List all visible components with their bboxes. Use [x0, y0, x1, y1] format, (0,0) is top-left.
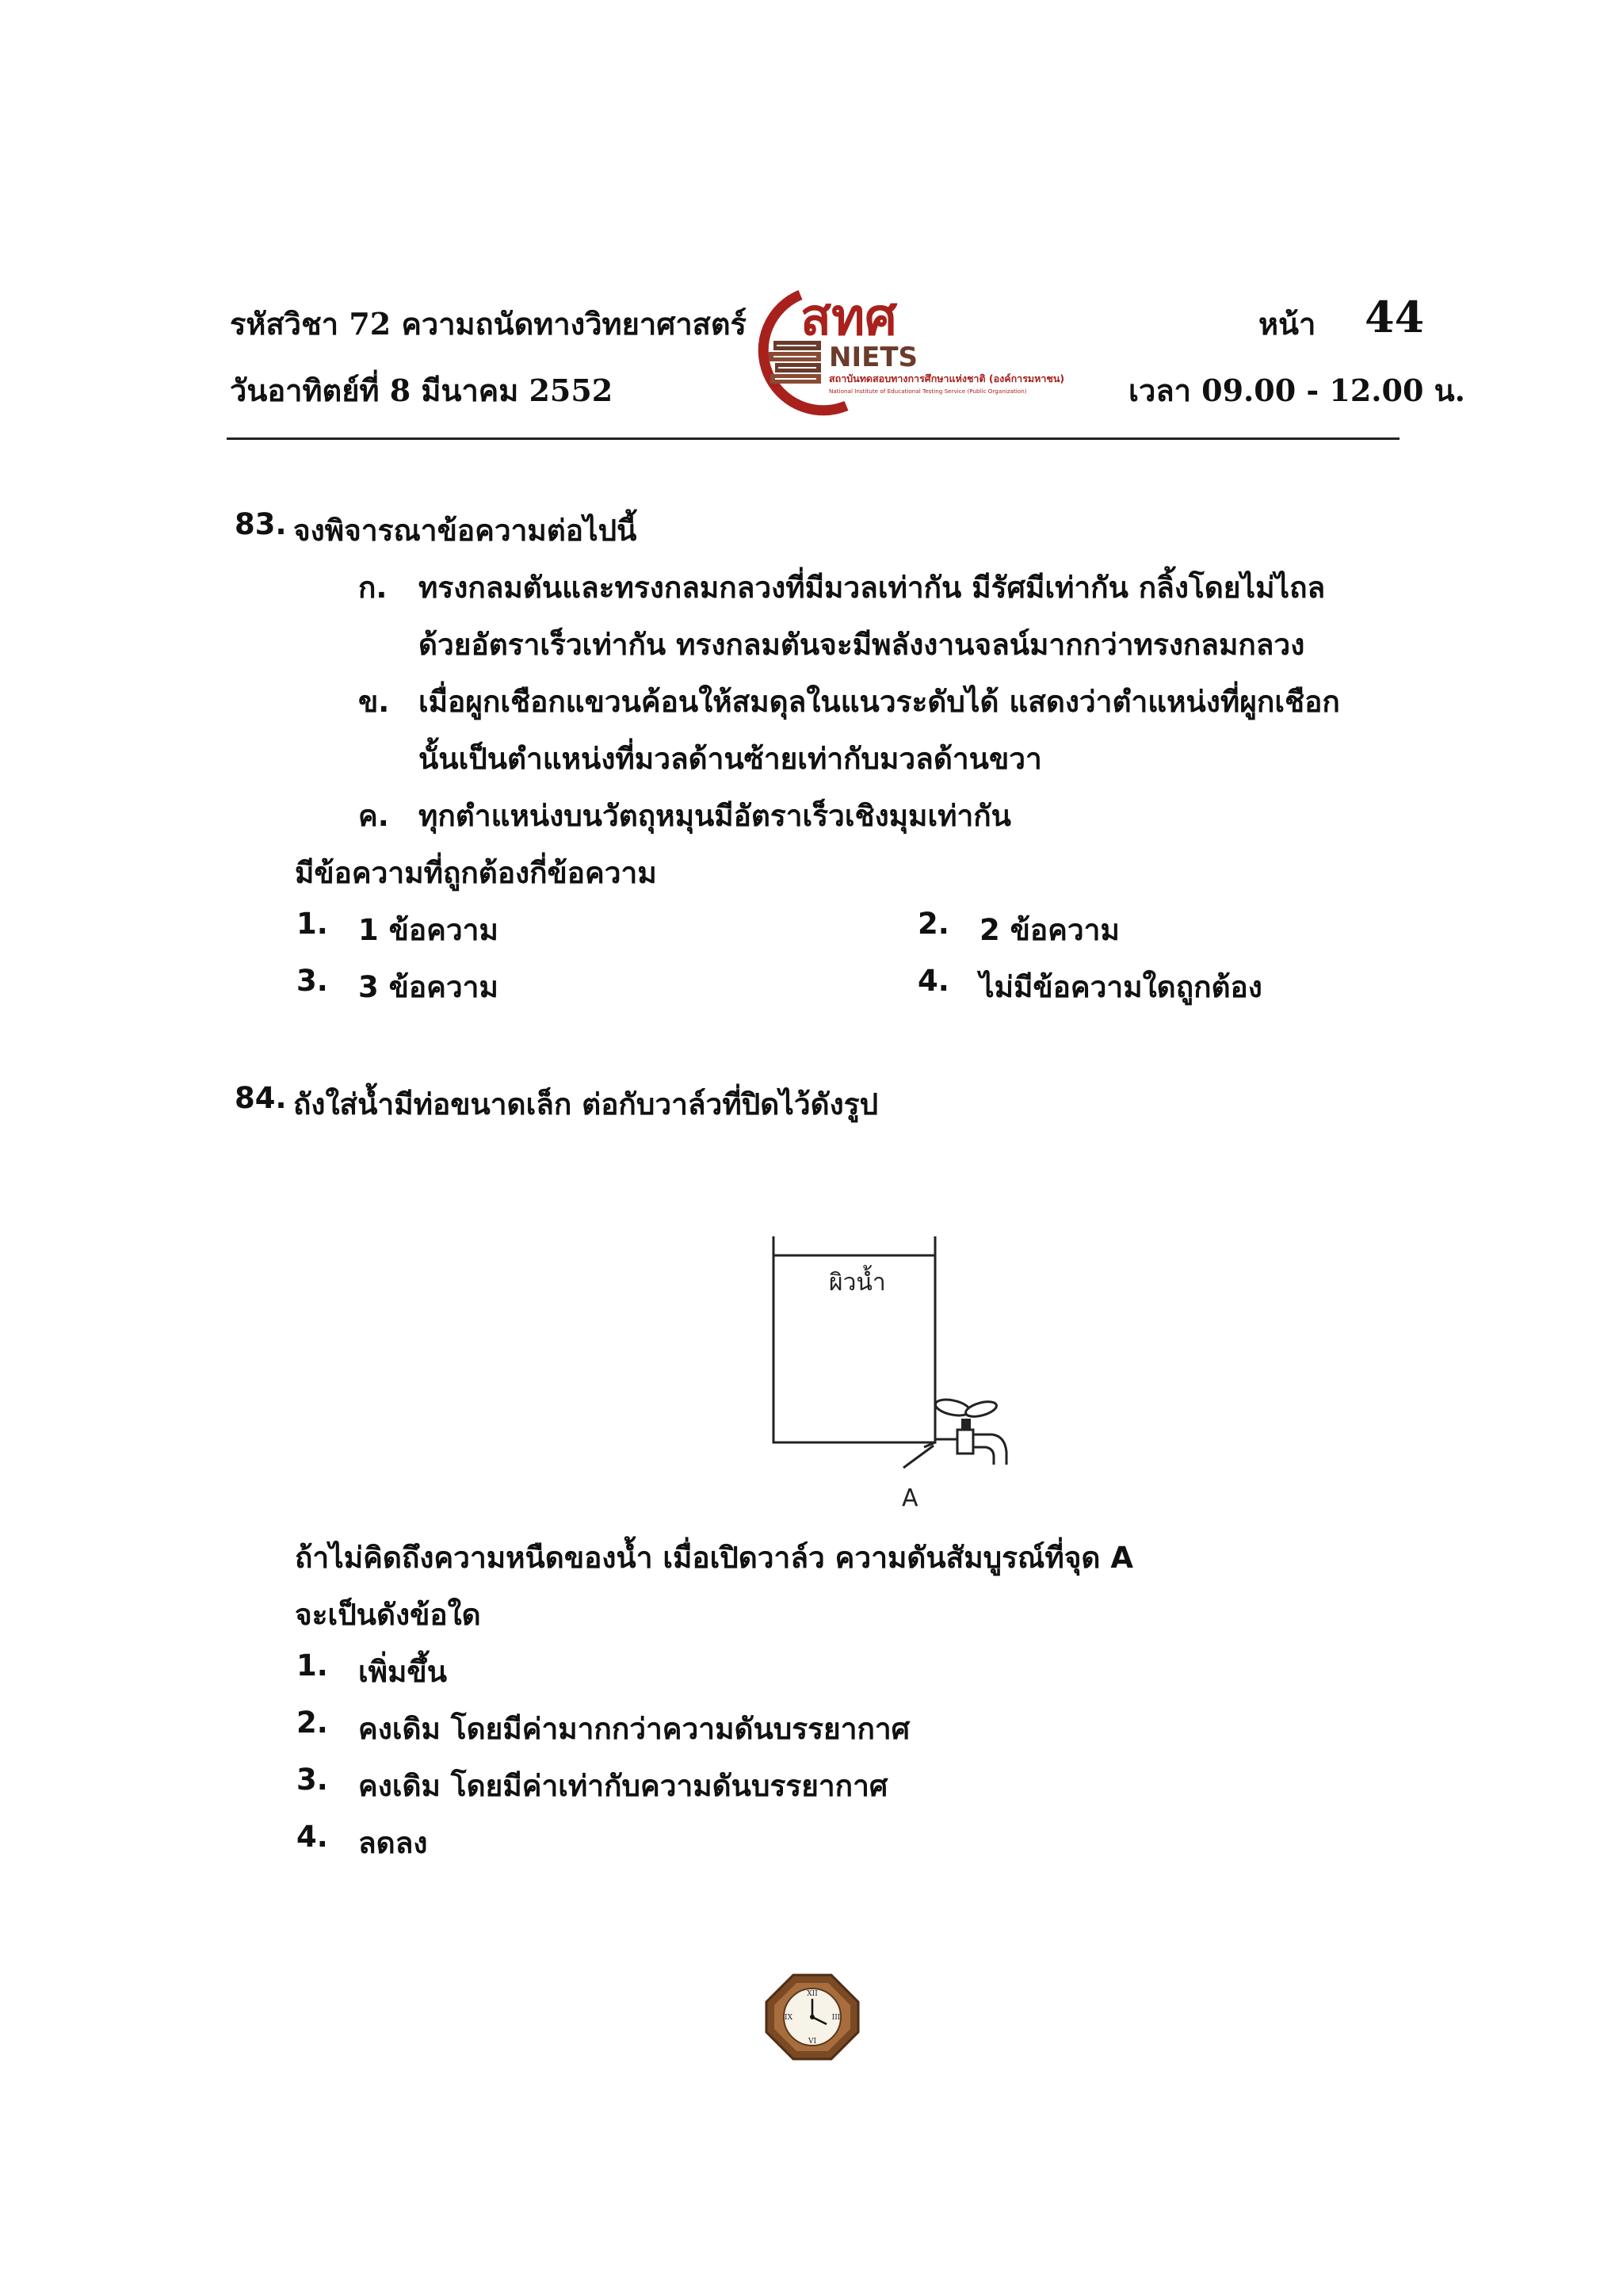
q83-statement-label: ก.	[358, 571, 388, 605]
q84-question-line: ถ้าไม่คิดถึงความหนืดของน้ำ เมื่อเปิดวาล์ว ความดันสัมบูรณ์ที่จุด A	[295, 1541, 1133, 1575]
q83-statement-label: ค.	[358, 799, 389, 833]
q84-option-text: เพิ่มขึ้น	[358, 1655, 448, 1689]
svg-text:IX: IX	[785, 2014, 792, 2022]
q83-number: 83.	[235, 507, 287, 541]
q83-statement-line: นั้นเป็นตำแหน่งที่มวลด้านซ้ายเท่ากับมวลด้านขวา	[418, 742, 1042, 776]
q83-option-number: 4.	[918, 964, 949, 998]
header-time: เวลา 09.00 - 12.00 น.	[1128, 372, 1465, 408]
niets-logo	[727, 287, 1132, 418]
tank-outline	[773, 1236, 935, 1442]
q83-option-number: 3.	[296, 964, 328, 998]
header-page-number: 44	[1365, 292, 1425, 342]
q84-option-text: คงเดิม โดยมีค่าเท่ากับความดันบรรยากาศ	[358, 1769, 888, 1803]
water-surface-label: ผิวน้ำ	[829, 1269, 886, 1297]
q84-option-number: 1.	[296, 1648, 328, 1683]
valve-stem	[961, 1419, 971, 1430]
logo-org-en: National Institute of Educational Testing Service (Public Organization)	[829, 388, 1027, 395]
q83-option-text: ไม่มีข้อความใดถูกต้อง	[980, 970, 1262, 1004]
pointer-line	[903, 1446, 934, 1468]
outlet-spout	[971, 1435, 1006, 1465]
q84-option-number: 4.	[296, 1820, 328, 1854]
header-page-label: หน้า	[1258, 306, 1316, 342]
q83-statement-line: เมื่อผูกเชือกแขวนค้อนให้สมดุลในแนวระดับได้ แสดงว่าตำแหน่งที่ผูกเชือก	[418, 685, 1340, 719]
q83-option-text: 3 ข้อความ	[358, 970, 498, 1004]
q84-option-number: 3.	[296, 1763, 328, 1797]
q84-option-text: คงเดิม โดยมีค่ามากกว่าความดันบรรยากาศ	[358, 1712, 911, 1746]
header-divider	[227, 437, 1400, 440]
header-date: วันอาทิตย์ที่ 8 มีนาคม 2552	[230, 372, 613, 408]
svg-text:VI: VI	[808, 2038, 817, 2046]
valve-handle-icon	[964, 1399, 999, 1419]
valve-body	[957, 1430, 973, 1454]
header-subject: รหัสวิชา 72 ความถนัดทางวิทยาศาสตร์	[230, 306, 747, 342]
q83-statement-label: ข.	[358, 685, 390, 719]
q83-statement-line: ทุกตำแหน่งบนวัตถุหมุนมีอัตราเร็วเชิงมุมเท่ากัน	[418, 799, 1011, 833]
tank-diagram	[745, 1221, 1046, 1522]
q83-stem: จงพิจารณาข้อความต่อไปนี้	[293, 514, 637, 548]
svg-text:XII: XII	[807, 1990, 818, 1998]
clock-icon	[765, 1973, 860, 2061]
q83-option-text: 1 ข้อความ	[358, 913, 498, 947]
q84-stem: ถังใส่น้ำมีท่อขนาดเล็ก ต่อกับวาล์วที่ปิดไว้ดังรูป	[293, 1087, 879, 1121]
svg-text:III: III	[831, 2014, 841, 2022]
q83-statement-line: ด้วยอัตราเร็วเท่ากัน ทรงกลมตันจะมีพลังงานจลน์มากกว่าทรงกลมกลวง	[418, 628, 1305, 662]
point-a-label: A	[902, 1484, 918, 1512]
logo-abbr: NIETS	[829, 342, 918, 373]
q84-question-line: จะเป็นดังข้อใด	[295, 1598, 481, 1632]
q84-option-number: 2.	[296, 1706, 328, 1740]
q83-statement-line: ทรงกลมตันและทรงกลมกลวงที่มีมวลเท่ากัน มีรัศมีเท่ากัน กลิ้งโดยไม่ไถล	[418, 571, 1326, 605]
q84-number: 84.	[235, 1081, 287, 1115]
q83-question: มีข้อความที่ถูกต้องกี่ข้อความ	[295, 856, 657, 890]
logo-title: สทศ	[800, 288, 897, 347]
q83-option-text: 2 ข้อความ	[980, 913, 1120, 947]
books-icon	[769, 341, 821, 384]
q84-option-text: ลดลง	[358, 1826, 428, 1860]
logo-org-th: สถาบันทดสอบทางการศึกษาแห่งชาติ (องค์การมหาชน)	[829, 372, 1065, 384]
q83-option-number: 1.	[296, 907, 328, 941]
q83-option-number: 2.	[918, 907, 949, 941]
